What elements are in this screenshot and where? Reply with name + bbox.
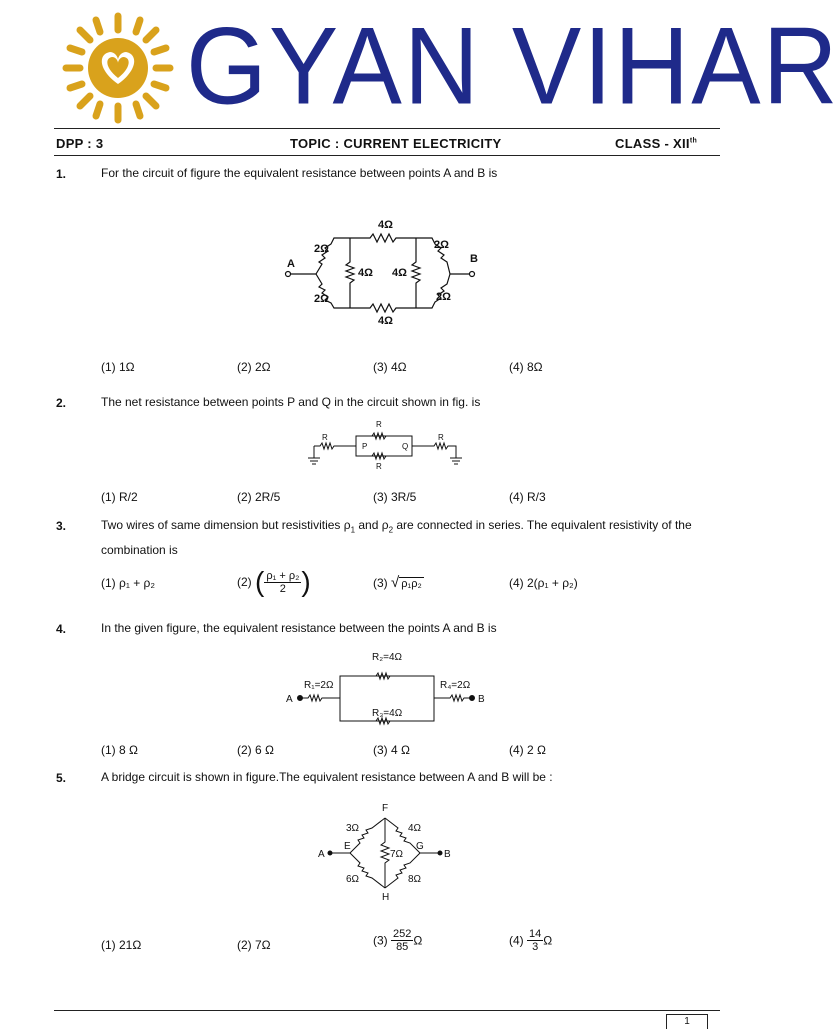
q5-label-b: B [444,849,451,860]
q3-rho2: ρ [381,518,389,532]
q1-label-br: 2Ω [436,291,451,303]
q4-label-r1: R₁=2Ω [304,680,334,691]
class-label [615,136,697,151]
q1-label-tl: 2Ω [314,243,329,255]
question-1-circuit-diagram [282,210,492,330]
sqrt-icon: √ [391,574,400,591]
q3-o2-left-paren: ( [255,566,265,597]
q1-option-1[interactable]: (1) 1Ω [101,360,135,374]
q5-o4-num: 14 [529,928,542,940]
q3-o1-prefix: (1) [101,576,119,590]
q2-label-r-left: R [322,433,328,442]
q3-option-2[interactable] [237,566,311,598]
question-2-circuit-diagram [304,418,468,470]
q5-o3-fraction [391,928,413,953]
q1-label-ml: 4Ω [358,267,373,279]
q5-o3-den: 85 [396,941,409,953]
q1-label-b: B [470,253,478,265]
q5-o3-unit: Ω [413,933,423,948]
q3-o2-prefix: (2) [237,575,252,589]
q5-o3-num: 252 [393,928,412,940]
q4-label-b: B [478,694,485,705]
q5-label-8ohm: 8Ω [408,874,422,885]
q1-label-top: 4Ω [378,219,393,231]
dpp-label: DPP : 3 [56,136,104,151]
q5-option-4[interactable] [509,928,552,953]
question-4-number: 4. [56,622,67,636]
q2-label-r-bottom: R [376,462,382,471]
topic-label: TOPIC : CURRENT ELECTRICITY [290,136,502,151]
q3-rho1: ρ [343,518,351,532]
question-1-number: 1. [56,167,67,181]
question-3-number: 3. [56,519,67,533]
gyan-vihar-logo-icon [58,12,178,124]
q5-label-e: E [344,841,351,852]
q1-label-mr: 4Ω [392,267,407,279]
q1-label-a: A [287,258,295,270]
q3-o2-right-paren: ) [301,566,311,597]
q3-option-3[interactable] [373,574,424,591]
q5-label-h: H [382,892,390,903]
footer-rule [54,1010,720,1011]
class-sup: th [689,137,698,145]
q1-option-4[interactable]: (4) 8Ω [509,360,543,374]
q3-option-1[interactable] [101,576,155,590]
q4-label-r2: R₂=4Ω [372,652,402,663]
q4-option-2[interactable]: (2) 6 Ω [237,743,274,757]
q2-option-3[interactable]: (3) 3R/5 [373,490,417,504]
question-2-number: 2. [56,396,67,410]
question-5-text: A bridge circuit is shown in figure.The equivalent resistance between A and B will be : [101,770,553,784]
q5-option-1[interactable]: (1) 21Ω [101,938,142,952]
q5-label-f: F [382,803,389,814]
question-2-text: The net resistance between points P and Q in the circuit shown in fig. is [101,395,481,409]
q1-label-bl: 2Ω [314,293,329,305]
q3-text-a: Two wires of same dimension but resistivities [101,518,344,532]
q5-o4-unit: Ω [543,933,553,948]
q5-o4-den: 3 [532,941,539,953]
question-5-number: 5. [56,771,67,785]
q3-o3-prefix: (3) [373,576,388,590]
q4-label-r4: R₄=2Ω [440,680,471,691]
q3-o2-num: ρ₁ + ρ₂ [266,569,300,582]
q5-o4-fraction [527,928,543,953]
q3-o1-value: ρ₁ + ρ₂ [119,576,156,590]
question-4-circuit-diagram [280,646,500,726]
q4-label-r3: R₃=4Ω [372,708,403,719]
q5-label-g: G [416,841,424,852]
q5-label-7ohm: 7Ω [390,849,404,860]
header-bottom-rule [54,155,720,156]
q3-o2-den: 2 [279,582,286,595]
class-text: CLASS - XII [615,136,690,151]
q1-label-tr: 2Ω [434,239,449,251]
q2-option-1[interactable]: (1) R/2 [101,490,138,504]
q5-label-6ohm: 6Ω [346,874,360,885]
q3-text-c: are connected in series. The equivalent resistivity of the [393,518,692,532]
q2-label-r-top: R [376,420,382,429]
q2-option-4[interactable]: (4) R/3 [509,490,546,504]
q4-label-a: A [286,694,293,705]
q2-label-q: Q [402,442,409,451]
q5-option-3[interactable] [373,928,422,953]
q3-option-4[interactable] [509,576,578,590]
q2-label-r-right: R [438,433,444,442]
q3-text-line2: combination is [101,543,178,558]
question-1-text: For the circuit of figure the equivalent resistance between points A and B is [101,166,498,180]
q3-o4-prefix: (4) [509,576,527,590]
q3-sub1: 1 [350,525,356,535]
q5-o3-prefix: (3) [373,933,388,948]
q5-option-2[interactable]: (2) 7Ω [237,938,271,952]
q4-option-4[interactable]: (4) 2 Ω [509,743,546,757]
q2-option-2[interactable]: (2) 2R/5 [237,490,281,504]
question-3-text [101,515,721,560]
q3-o2-fraction [264,570,301,595]
page-number: 1 [666,1014,708,1029]
q3-text-b: and [355,518,382,532]
q1-option-3[interactable]: (3) 4Ω [373,360,407,374]
q5-label-4ohm: 4Ω [408,823,422,834]
header-top-rule [54,128,720,129]
q3-sub2: 2 [388,525,394,535]
q3-o3-value: ρ₁ρ₂ [401,578,422,590]
q5-label-3ohm: 3Ω [346,823,360,834]
q5-o4-prefix: (4) [509,933,524,948]
q5-label-a: A [318,849,325,860]
question-5-bridge-circuit-diagram [310,798,470,908]
question-4-text: In the given figure, the equivalent resistance between the points A and B is [101,621,497,635]
brand-title: GYAN VIHAR [186,6,840,128]
q4-option-3[interactable]: (3) 4 Ω [373,743,410,757]
q1-option-2[interactable]: (2) 2Ω [237,360,271,374]
q3-o4-value: 2(ρ₁ + ρ₂) [527,576,578,590]
q2-label-p: P [362,442,368,451]
q1-label-bottom: 4Ω [378,315,393,327]
q4-option-1[interactable]: (1) 8 Ω [101,743,138,757]
